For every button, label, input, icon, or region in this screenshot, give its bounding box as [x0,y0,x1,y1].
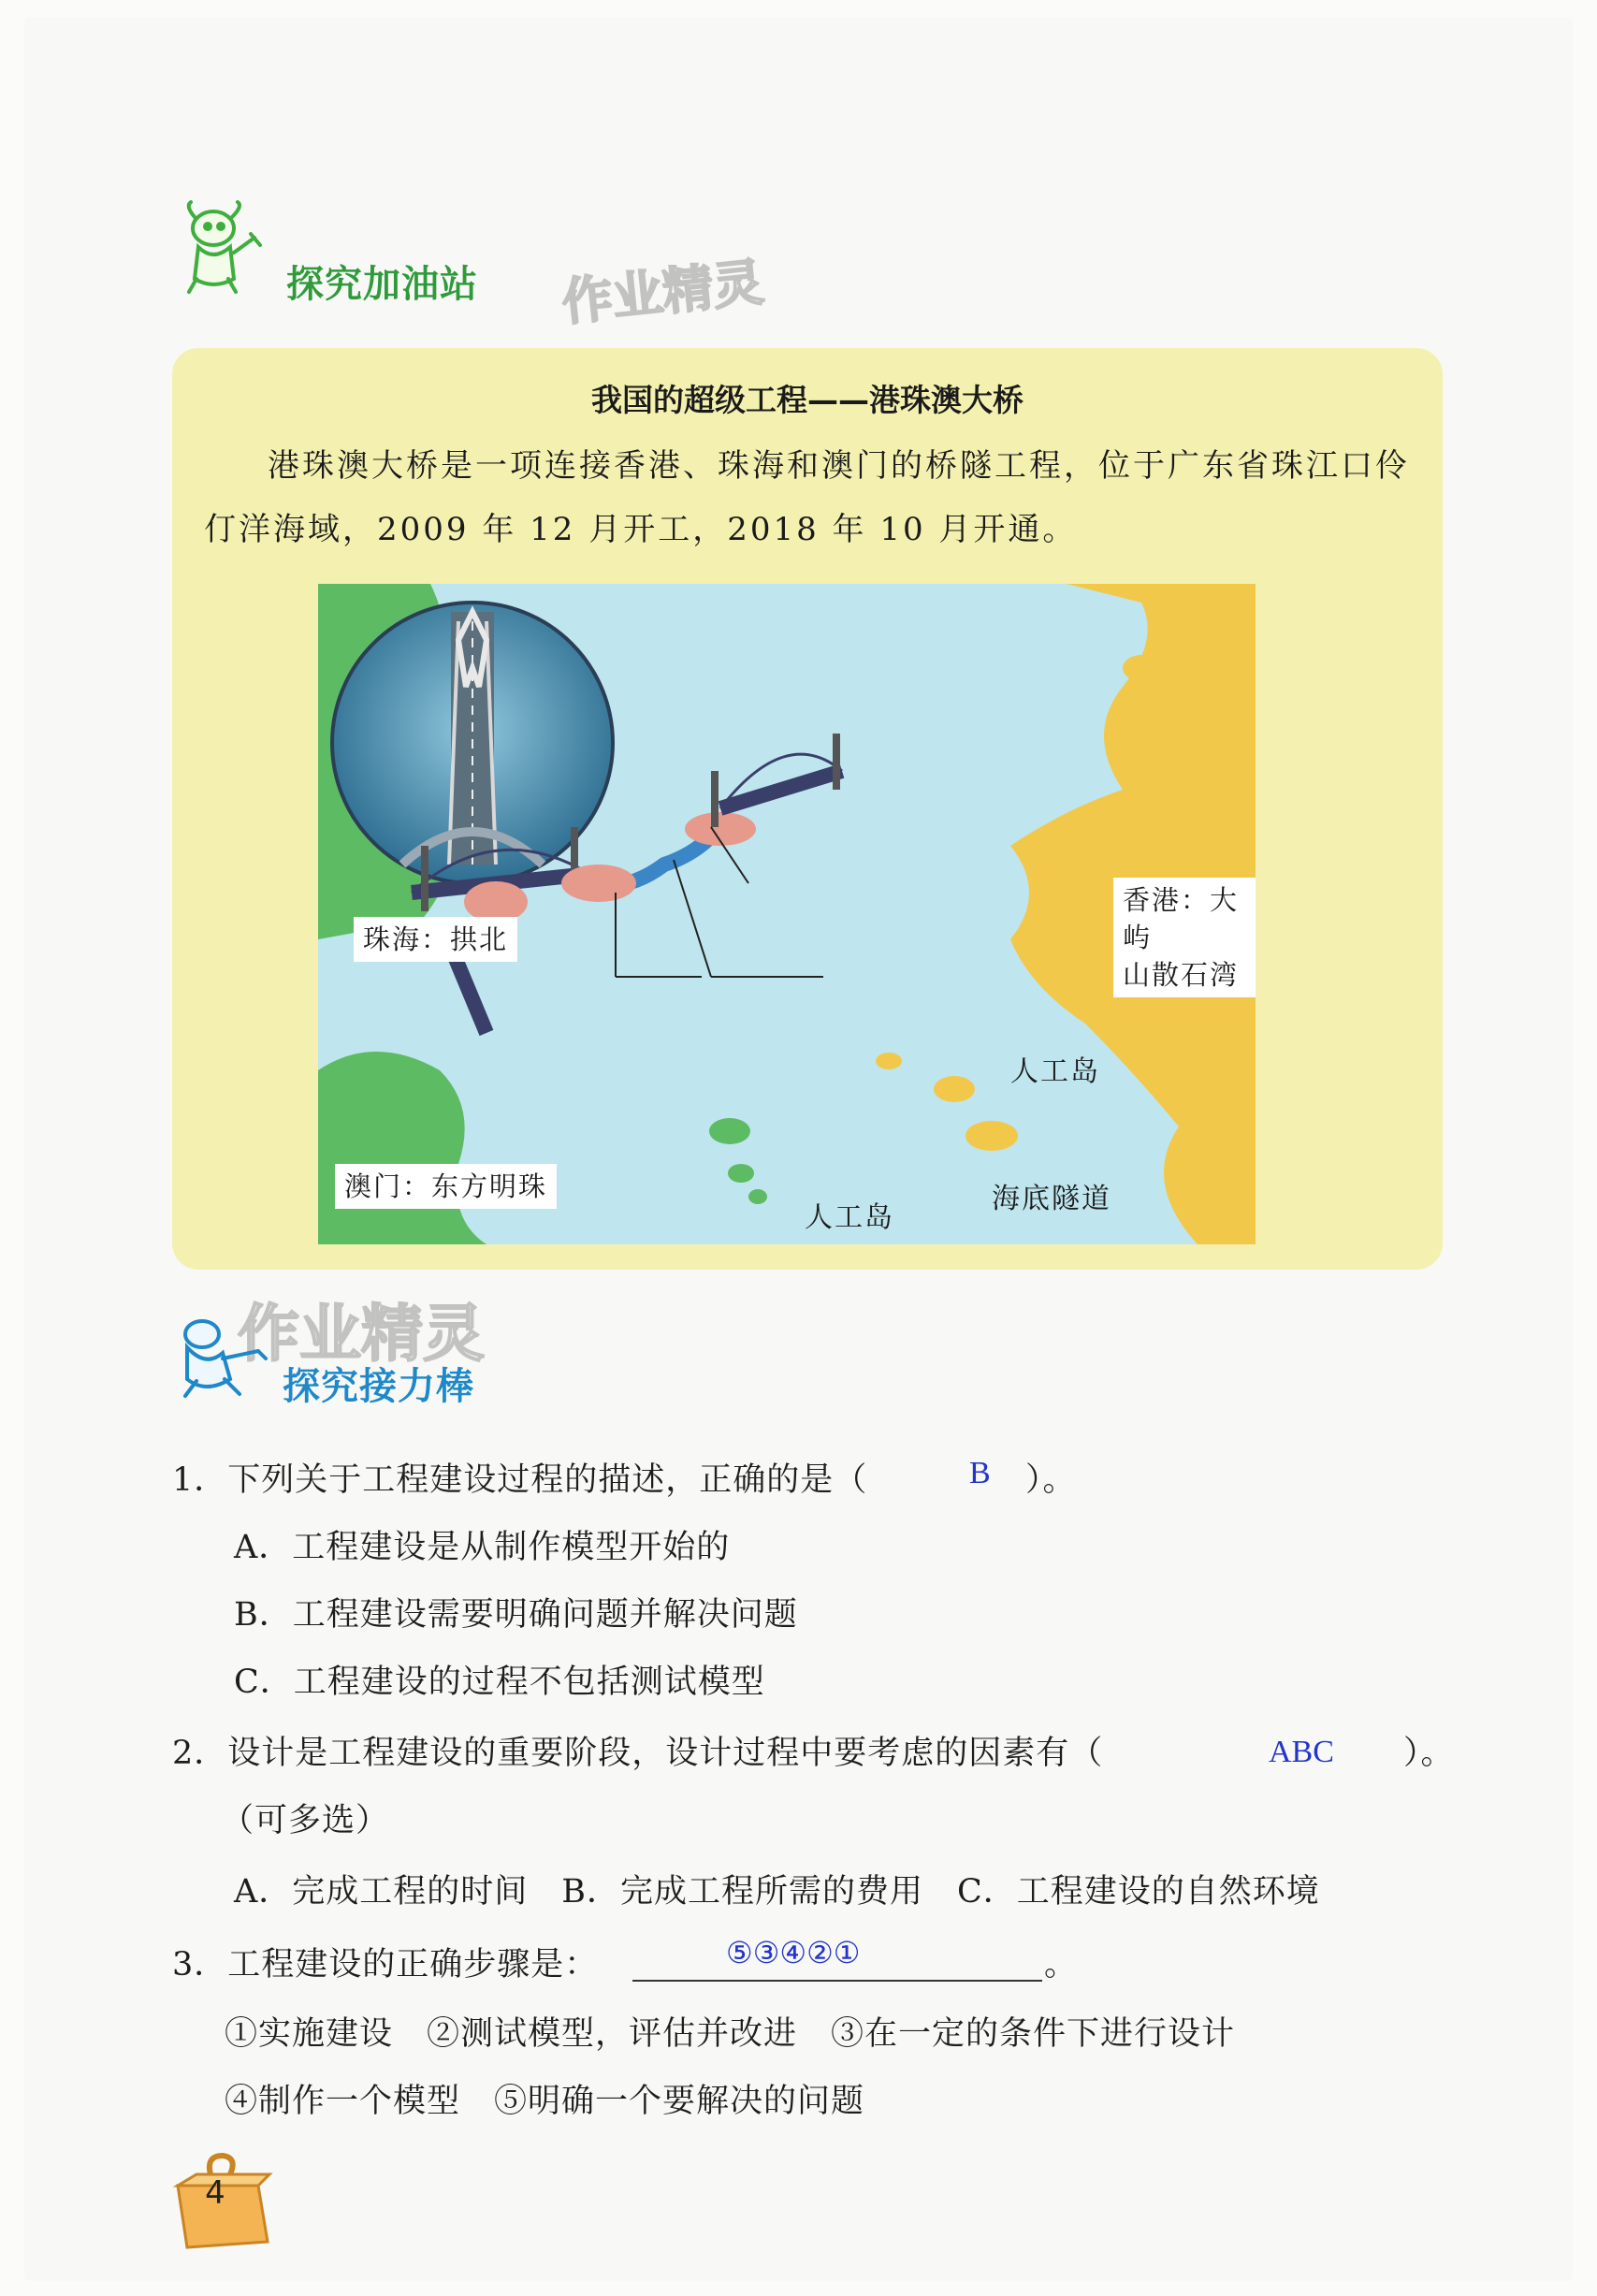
q2-options: A．完成工程的时间 B．完成工程所需的费用 C．工程建设的自然环境 [234,1873,1320,1911]
q2-stem-after: ）。 [1403,1735,1455,1772]
watermark: 作业精灵 [559,252,767,333]
mascot-relay-icon [168,1314,271,1403]
bridge-map-illustration [318,584,1256,1244]
panel-title: 我国的超级工程——港珠澳大桥 [591,382,1024,418]
q1-stem-before: 1．下列关于工程建设过程的描述，正确的是（ [172,1461,868,1499]
label-macau: 澳门：东方明珠 [335,1164,557,1209]
panel-body: 港珠澳大桥是一项连接香港、珠海和澳门的桥隧工程，位于广东省珠江口伶仃洋海域，2009 年 12 月开工，2018 年 10 月开通。 [204,447,1410,548]
q3-stem-after: 。 [1044,1946,1079,1984]
label-hongkong: 香港：大屿 山散石湾 [1113,878,1256,997]
q2-answer: ABC [1269,1735,1334,1769]
artificial-island-left [561,865,636,902]
page-number: 4 [205,2174,225,2212]
cow-mascot-icon [168,196,271,299]
label-artificial-island-left: 人工岛 [805,1201,894,1234]
q1-stem-after: ）。 [1025,1461,1077,1499]
q3-stem: 3．工程建设的正确步骤是： [172,1946,599,1984]
q1-option-b: B．工程建设需要明确问题并解决问题 [234,1596,798,1634]
q1-answer: B [969,1456,991,1490]
section-relay-title: 探究接力棒 [283,1365,474,1408]
label-artificial-island-right: 人工岛 [1010,1055,1100,1088]
label-undersea-tunnel: 海底隧道 [992,1183,1111,1215]
q2-note: （可多选） [221,1802,390,1839]
q3-answer-blank[interactable] [632,1980,1042,1982]
q3-steps-line2: ④制作一个模型 ⑤明确一个要解决的问题 [225,2083,865,2120]
q3-answer: ⑤③④②① [726,1935,861,1970]
q1-option-a: A．工程建设是从制作模型开始的 [234,1529,731,1566]
q1-option-c: C．工程建设的过程不包括测试模型 [234,1664,765,1701]
section-explore-title: 探究加油站 [286,263,478,306]
label-zhuhai: 珠海：拱北 [354,917,517,962]
watermark: 作业精灵 [238,1298,485,1370]
q3-steps-line1: ①实施建设 ②测试模型，评估并改进 ③在一定的条件下进行设计 [225,2015,1236,2053]
q2-stem-before: 2．设计是工程建设的重要阶段，设计过程中要考虑的因素有（ [172,1735,1104,1772]
